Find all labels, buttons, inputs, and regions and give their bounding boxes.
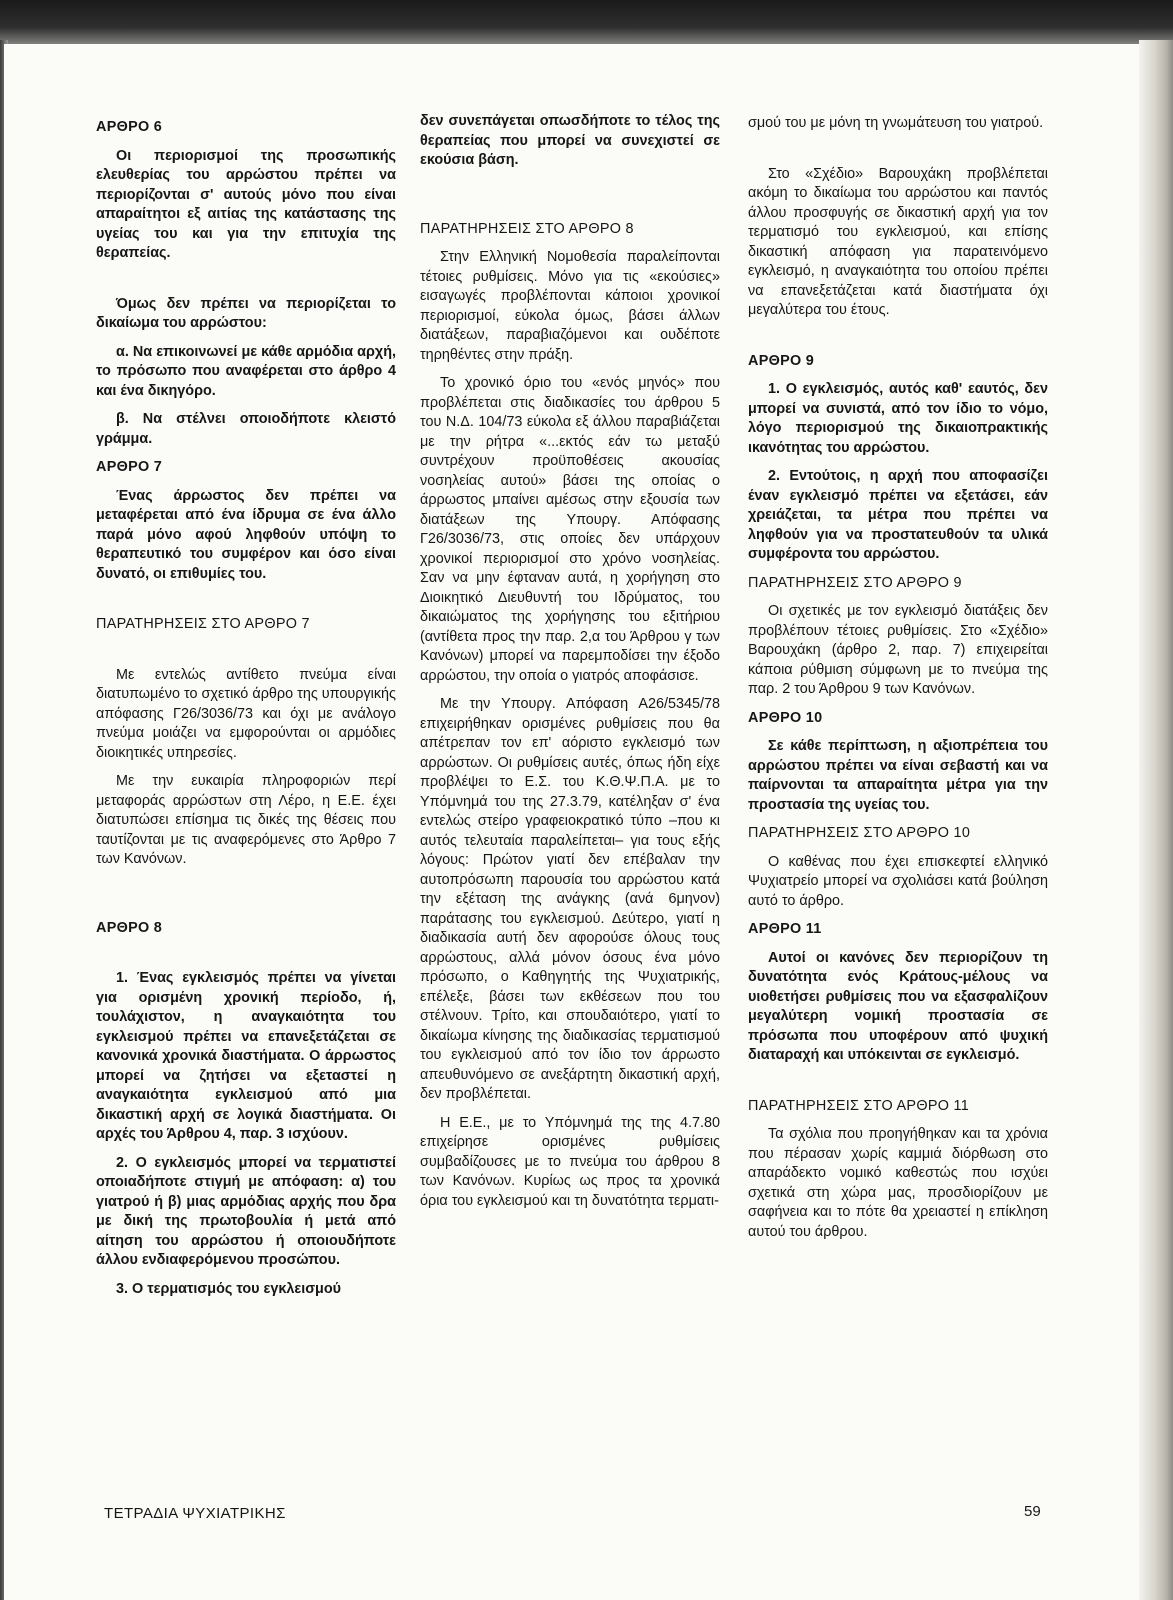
article-8-paragraph-3: 3. Ο τερματισμός του εγκλεισμού: [116, 1280, 342, 1297]
column-left: [96, 118, 396, 1308]
observations-9-heading: ΠΑΡΑΤΗΡΗΣΕΙΣ ΣΤΟ ΑΡΘΡΟ 9: [748, 574, 962, 591]
column-middle: [420, 112, 720, 1220]
article-6-item-b: β. Να στέλνει οποιοδήποτε κλειστό γράμμα.: [96, 411, 396, 447]
observations-11-heading: ΠΑΡΑΤΗΡΗΣΕΙΣ ΣΤΟ ΑΡΘΡΟ 11: [748, 1097, 970, 1114]
journal-title: ΤΕΤΡΑΔΙΑ ΨΥΧΙΑΤΡΙΚΗΣ: [104, 1505, 286, 1522]
article-8-paragraph-1: 1. Ένας εγκλεισμός πρέπει να γίνεται για ορισμένη χρονική περίοδο, ή, τουλάχιστον, η αναγκαιότητα του εγκλεισμού πρέπει να επανεξετάζεται σε κανονικά χρονικά διαστήματα. Ο άρρωστος μπορεί να ζητήσει να εξεταστεί η αναγκαιότητα εγκλεισμού από μια δικαστική αρχή σε λογικά διαστήματα. Οι αρχές του Άρθρου 4, παρ. 3 ισχύουν.: [96, 970, 396, 1142]
article-7-heading: ΑΡΘΡΟ 7: [96, 459, 163, 475]
article-6-heading: ΑΡΘΡΟ 6: [96, 119, 163, 135]
article-8-paragraph-3-continued: δεν συνεπάγεται οπωσδήποτε το τέλος της θεραπείας που μπορεί να συνεχιστεί σε εκούσια βάση.: [420, 113, 720, 168]
scan-top-edge: [0, 0, 1173, 46]
article-6-text: Οι περιορισμοί της προσωπικής ελευθερίας του αρρώστου πρέπει να περιορίζονται σ' αυτούς μόνο που είναι απαραίτητοι εξ αιτίας της κατάστασης της υγείας του και για την επιτυχία της θεραπείας.: [96, 147, 396, 261]
observations-11-text: Τα σχόλια που προηγήθηκαν και τα χρόνια που πέρασαν χωρίς καμμιά διόρθωση στο απαράδεκτο νομικό καθεστώς που ισχύει σχετικά στη χώρα μας, προσδιορίζουν με σαφήνεια και το πότε θα χρειαστεί η επίκληση αυτού του άρθρου.: [748, 1126, 1048, 1240]
observations-8-text: Η Ε.Ε., με το Υπόμνημά της της 4.7.80 επιχείρησε ορισμένες ρυθμίσεις συμβαδίζουσες με το πνεύμα του άρθρου 8 των Κανόνων. Κυρίως ως προς τα χρονικά όρια του εγκλεισμού και τη δυνατότητα τερματι-: [420, 1114, 720, 1209]
observations-8-text: Στο «Σχέδιο» Βαρουχάκη προβλέπεται ακόμη το δικαίωμα του αρρώστου και παντός άλλου προσφυγής σε δικαστική αρχή για τον τερματισμό του εγκλεισμού, και επίσης δικαστική απόφαση για παρατεινόμενο εγκλεισμό, η αναγκαιότητα του οποίου πρέπει να επανεξετάζεται κατά διαστήματα όχι μεγαλύτερα του έτους.: [748, 165, 1048, 318]
column-right: [748, 114, 1048, 1251]
article-6-text: Όμως δεν πρέπει να περιορίζεται το δικαίωμα του αρρώστου:: [96, 295, 396, 331]
observations-8-heading: ΠΑΡΑΤΗΡΗΣΕΙΣ ΣΤΟ ΑΡΘΡΟ 8: [420, 220, 634, 237]
observations-8-text: Στην Ελληνική Νομοθεσία παραλείπονται τέτοιες ρυθμίσεις. Μόνο για τις «εκούσιες» εισαγωγές προβλέπονται κάποιοι χρονικοί περιορισμοί, εύκολα όμως, βάσει άλλων διατάξεων, παραβιαζόμενοι και ουδέποτε τηρηθέντες στην πράξη.: [420, 249, 720, 363]
article-8-paragraph-2: 2. Ο εγκλεισμός μπορεί να τερματιστεί οποιαδήποτε στιγμή με απόφαση: α) του γιατρού ή β) μιας αρμόδιας αρχής που δρα με δική της πρωτοβουλία ή μετά από αίτηση του αρρώστου ή οποιουδήποτε άλλου ενδιαφερόμενου προσώπου.: [96, 1154, 396, 1268]
observations-7-heading: ΠΑΡΑΤΗΡΗΣΕΙΣ ΣΤΟ ΑΡΘΡΟ 7: [96, 616, 310, 632]
observations-10-text: Ο καθένας που έχει επισκεφτεί ελληνικό Ψυχιατρείο μπορεί να σχολιάσει κατά βούληση αυτό το άρθρο.: [748, 853, 1048, 909]
page-number: 59: [1024, 1503, 1041, 1520]
article-10-heading: ΑΡΘΡΟ 10: [748, 709, 823, 726]
article-7-text: Ένας άρρωστος δεν πρέπει να μεταφέρεται από ένα ίδρυμα σε ένα άλλο παρά μόνο αφού ληφθούν υπόψη το θεραπευτικό του συμφέρον και όσο είναι δυνατό, οι επιθυμίες του.: [96, 487, 396, 582]
observations-8-text: Το χρονικό όριο του «ενός μηνός» που προβλέπεται στις διαδικασίες του άρθρου 5 του Ν.Δ. 104/73 εύκολα εξ άλλου παραβιάζεται με την ρήτρα «...εκτός εάν τω μεταξύ συντρέχουν προϋποθέσεις ακουσίας νοσηλείας αυτού» βάσει της οποίας ο άρρωστος μπαίνει αμέσως στην εξουσία των διατάξεων της Υπουργ. Απόφασης Γ26/3036/73, στις οποίες δεν υπάρχουν χρονικοί περιορισμοί στο χρόνο νοσηλείας. Σαν να μην έφταναν αυτά, η χορήγηση στο Διοικητικό Διευθυντή του Ιδρύματος, του δικαιώματος της χορήγησης του εξιτήριου (αντίθετα προς την παρ. 2,α του Άρθρου γ των Κανόνων) μπορεί να παρεμποδίσει την έξοδο αρρώστου, την οποία ο γιατρός αποφάσισε.: [420, 375, 720, 684]
article-11-heading: ΑΡΘΡΟ 11: [748, 921, 822, 937]
article-8-heading: ΑΡΘΡΟ 8: [96, 919, 163, 936]
observations-8-text: Με την Υπουργ. Απόφαση Α26/5345/78 επιχειρήθηκαν ορισμένες ρυθμίσεις που θα απέτρεπαν τον επ' αόριστο εγκλεισμό των αρρώστων. Οι ρυθμίσεις αυτές, όπως ήδη είχε προβλέψει το Ε.Σ. του Κ.Θ.Ψ.Π.Α. με το Υπόμνημά του της 27.3.79, κατέληξαν σ' ένα εντελώς στείρο γραφειοκρατικό τύπο –που κι αυτός τελευταία παραλείπεται– για τους εξής λόγους: Πρώτον γιατί δεν επέβαλαν την αυτοπρόσωπη παρουσία του αρρώστου κατά την εξέταση της ανάγκης (ανά 6μηνον) παράτασης του εγκλεισμού. Δεύτερο, γιατί η διαδικασία αυτή δεν αφορούσε όλους τους αρρώστους, αλλά μόνον όσους ένα μόνο πρόσωπο, ο Καθηγητής της Ψυχιατρικής, επέλεξε, βάσει των εκθέσεων που του στέλνουν. Τρίτο, και σπουδαιότερο, γιατί το δικαίωμα κίνησης της διαδικασίας τερματισμού του εγκλεισμού από τον ίδιο τον άρρωστο απευθυνόμενο σε ανεξάρτητη δικαστική αρχή, δεν προβλέπεται.: [420, 696, 720, 1102]
observations-7-text: Με εντελώς αντίθετο πνεύμα είναι διατυπωμένο το σχετικό άρθρο της υπουργικής απόφασης Γ26/3036/73 και όχι με ανάλογο πνεύμα μοιάζει να εμφορούνται οι αρμόδιες διοικητικές υπηρεσίες.: [96, 666, 396, 761]
article-9-paragraph-2: 2. Εντούτοις, η αρχή που αποφασίζει έναν εγκλεισμό πρέπει να εξετάσει, εάν χρειάζεται, τα μέτρα που πρέπει να ληφθούν για να προστατευθούν τα υλικά συμφέροντα του αρρώστου.: [748, 468, 1048, 562]
page-curl-edge: [1139, 40, 1173, 1600]
article-11-text: Αυτοί οι κανόνες δεν περιορίζουν τη δυνατότητα ενός Κράτους-μέλους να υιοθετήσει ρυθμίσεις που να εξασφαλίζουν μεγαλύτερη νομική προστασία σε πρόσωπα που υποφέρουν από ψυχική διαταραχή και υπόκεινται σε εγκλεισμό.: [748, 949, 1048, 1063]
article-6-item-a: α. Να επικοινωνεί με κάθε αρμόδια αρχή, το πρόσωπο που αναφέρεται στο άρθρο 4 και ένα δικηγόρο.: [96, 343, 396, 399]
observations-8-text-continued: σμού του με μόνη τη γνωμάτευση του γιατρού.: [748, 115, 1044, 131]
article-9-paragraph-1: 1. Ο εγκλεισμός, αυτός καθ' εαυτός, δεν μπορεί να συνιστά, από τον ίδιο το νόμο, λόγο περιορισμού της δικαιοπρακτικής ικανότητας του αρρώστου.: [748, 381, 1048, 456]
observations-9-text: Οι σχετικές με τον εγκλεισμό διατάξεις δεν προβλέπουν τέτοιες ρυθμίσεις. Στο «Σχέδιο» Βαρουχάκη (άρθρο 2, παρ. 7) επιχειρείται κάποια ρύθμιση σύμφωνη με το πνεύμα της παρ. 2 του Άρθρου 9 των Κανόνων.: [748, 603, 1048, 697]
observations-10-heading: ΠΑΡΑΤΗΡΗΣΕΙΣ ΣΤΟ ΑΡΘΡΟ 10: [748, 825, 971, 841]
observations-7-text: Με την ευκαιρία πληροφοριών περί μεταφοράς αρρώστων στη Λέρο, η Ε.Ε. έχει διατυπώσει επίσημα τις δικές της θέσεις που ταυτίζονται με τις αναφερόμενες στο Άρθρο 7 των Κανόνων.: [96, 773, 396, 867]
article-9-heading: ΑΡΘΡΟ 9: [748, 352, 815, 369]
article-10-text: Σε κάθε περίπτωση, η αξιοπρέπεια του αρρώστου πρέπει να είναι σεβαστή και να παίρνονται τα απαραίτητα μέτρα για την προστασία της υγείας του.: [748, 738, 1048, 813]
